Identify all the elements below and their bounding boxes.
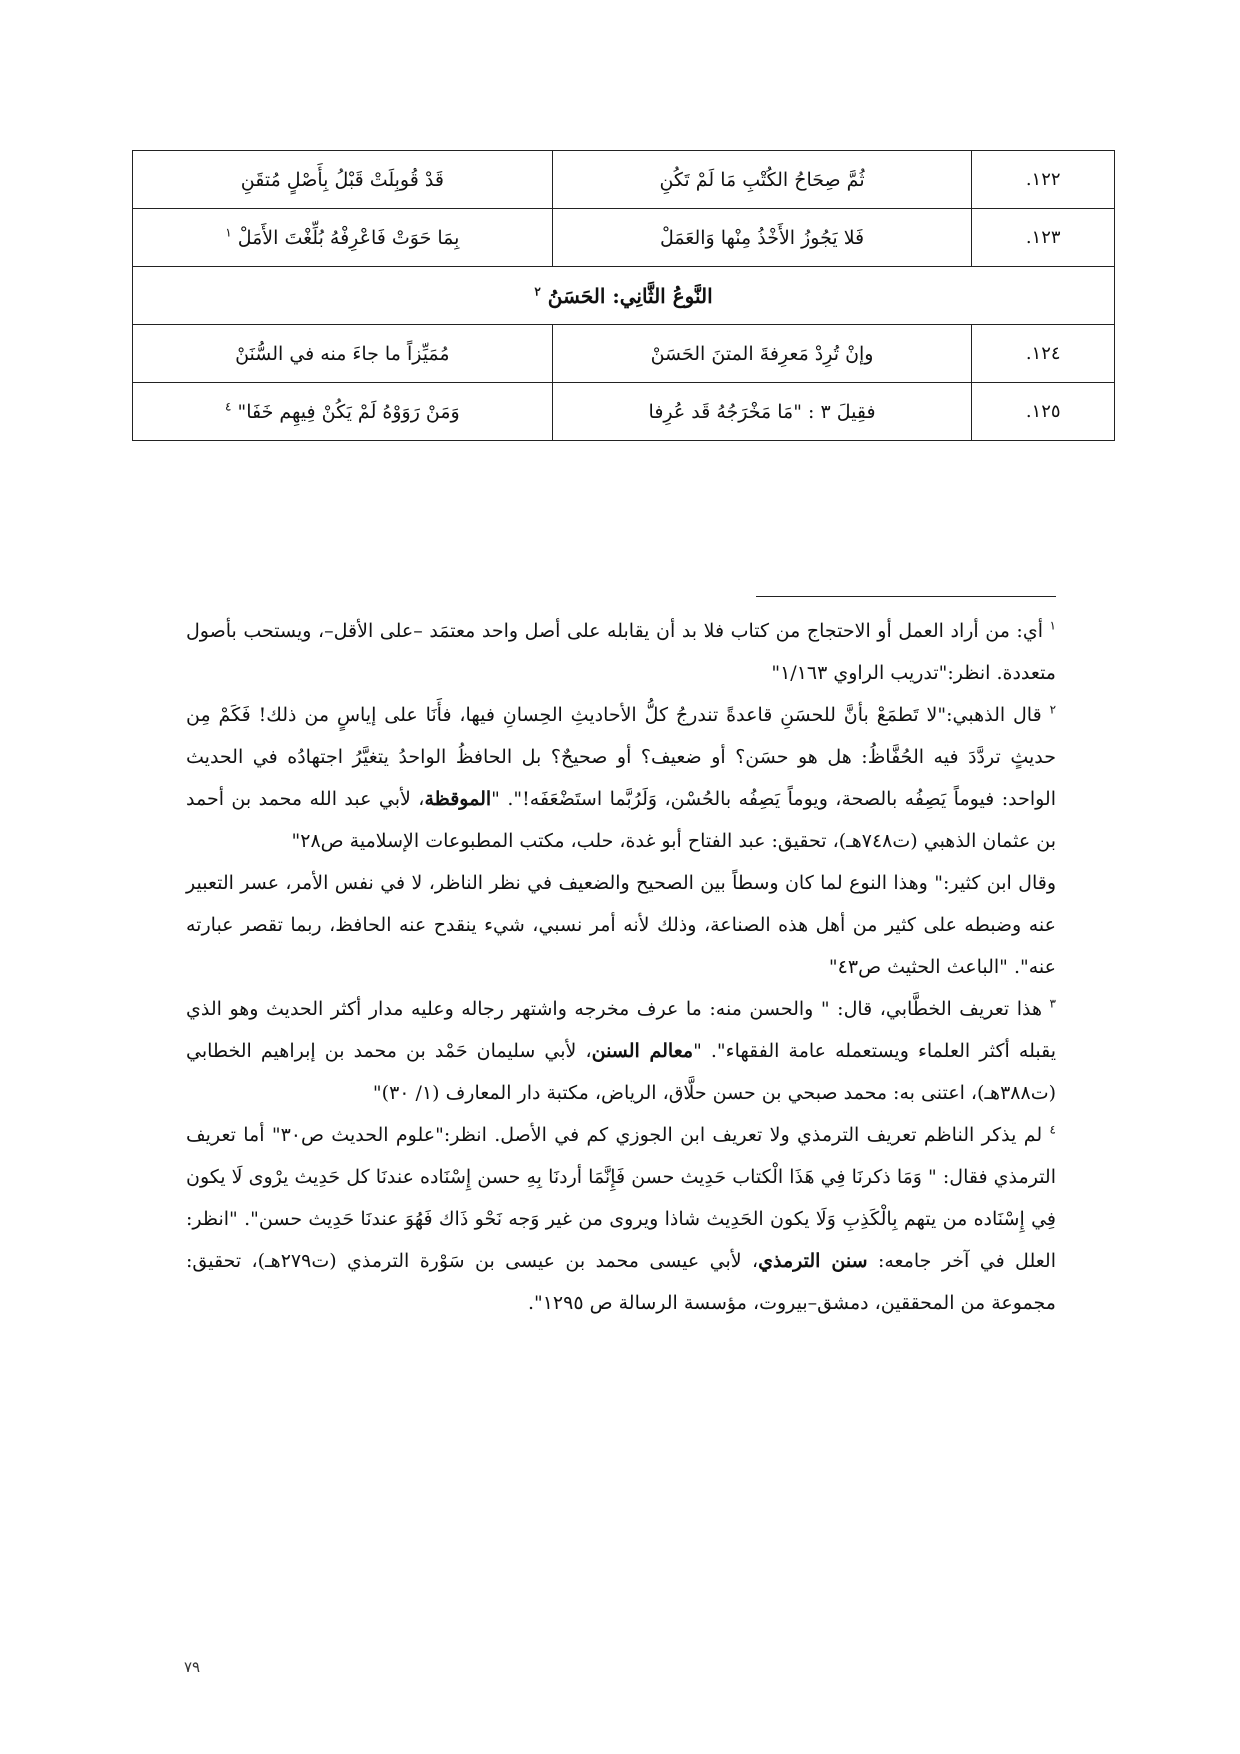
footnote-marker: ٢ (1049, 702, 1057, 717)
verse-first-hemistich: فقِيلَ ٣ : "مَا مَخْرَجُهُ قَد عُرِفا (552, 383, 972, 441)
verse-second-hemistich (133, 383, 553, 441)
verse-second-text: مُمَيِّزاً ما جاءَ منه في السُّنَنْ (235, 342, 450, 365)
footnote-marker: ٤ (1049, 1122, 1056, 1137)
footnote-text: ، لأبي عبد الله محمد بن أحمد بن عثمان الذهبي (ت٧٤٨هـ)، تحقيق: عبد الفتاح أبو غدة، حلب، مكتب المطبوعات الإسلامية ص٢٨" (186, 788, 1056, 852)
verse-second-text: بِمَا حَوَتْ فَاعْرِفْهُ بُلِّغْتَ الأَمَلْ (237, 226, 460, 249)
verse-row (133, 209, 1115, 267)
section-heading-text: النَّوعُ الثَّانِي: الحَسَنُ (547, 283, 713, 308)
footnote-reference[interactable]: ٤ (224, 399, 232, 414)
verse-number: ١٢٢. (972, 151, 1115, 209)
footnote-text: لم يذكر الناظم تعريف الترمذي ولا تعريف ابن الجوزي كم في الأصل. انظر:"علوم الحديث ص٣٠" أما تعريف الترمذي فقال: " وَمَا ذكرنَا فِي هَذَا الْكتاب حَدِيث حسن فَإِنَّمَا أردنَا بِهِ حسن إِسْنَاده عندنَا كل حَدِيث يرْوى لَا يكون فِي إِسْنَاده من يتهم بِالْكَذِبِ وَلَا يكون الحَدِيث شاذا ويروى من غير وَجه نَحْو ذَاك فَهُوَ عندنَا حَدِيث حسن". "انظر: العلل في آخر جامعه: (186, 1124, 1056, 1272)
page-number: ٧٩ (184, 1658, 201, 1676)
footnote-2-continued (186, 862, 1056, 988)
footnote-4 (186, 1114, 1056, 1324)
verse-number: ١٢٤. (972, 325, 1115, 383)
footnote-2 (186, 694, 1056, 862)
book-title: سنن الترمذي (758, 1250, 868, 1272)
footnote-text: قال الذهبي:"لا تَطمَعْ بأنَّ للحسَنِ قاعدةً تندرجُ كلُّ الأحاديثِ الحِسانِ فيها، فأَنَا على إياسٍ من ذلك! فَكَمْ مِن حديثٍ تردَّدَ فيه الحُفَّاظُ: هل هو حسَن؟ أو ضعيف؟ أو صحيحٌ؟ بل الحافظُ الواحدُ يتغيَّرُ اجتهادُه في الحديث الواحد: فيوماً يَصِفُه بالصحة، ويوماً يَصِفُه بالحُسْن، وَلَرُبَّما استَضْعَفَه!". " (186, 704, 1056, 810)
footnote-text: وقال ابن كثير:" وهذا النوع لما كان وسطاً بين الصحيح والضعيف في نظر الناظر، لا في نفس الأمر، عسر التعبير عنه وضبطه على كثير من أهل هذه الصناعة، وذلك لأنه أمر نسبي، شيء ينقدح عنه الحافظ، ربما تقصر عبارته عنه". "الباعث الحثيث ص٤٣" (186, 872, 1056, 978)
verse-second-hemistich (133, 325, 553, 383)
footnote-text: ، لأبي سليمان حَمْد بن محمد بن إبراهيم الخطابي (ت٣٨٨هـ)، اعتنى به: محمد صبحي بن حسن حلَّاق، الرياض، مكتبة دار المعارف (١/ ٣٠)" (186, 1040, 1056, 1104)
verse-first-hemistich: ثُمَّ صِحَاحُ الكُتْبِ مَا لَمْ تَكُنِ (552, 151, 972, 209)
verse-row (133, 325, 1115, 383)
footnote-reference[interactable]: ٢ (534, 283, 541, 298)
footnote-3 (186, 988, 1056, 1114)
verse-first-hemistich: وإنْ تُرِدْ مَعرِفةَ المتنَ الحَسَنْ (552, 325, 972, 383)
footnote-text: ، لأبي عيسى محمد بن عيسى بن سَوْرة الترمذي (ت٢٧٩هـ)، تحقيق: مجموعة من المحققين، دمشق–بيروت، مؤسسة الرسالة ص ١٢٩٥". (186, 1250, 1056, 1314)
verse-second-hemistich (133, 209, 553, 267)
footnote-separator (756, 596, 1056, 597)
section-row (133, 267, 1115, 325)
verse-row (133, 151, 1115, 209)
verse-second-text: وَمَنْ رَوَوْهُ لَمْ يَكُنْ فِيهِم خَفَا" (237, 400, 460, 423)
footnotes (186, 610, 1056, 1324)
footnote-reference[interactable]: ١ (225, 225, 232, 240)
book-title: الموقظة (424, 788, 492, 810)
verse-number: ١٢٣. (972, 209, 1115, 267)
footnote-1 (186, 610, 1056, 694)
verse-second-hemistich (133, 151, 553, 209)
verse-first-hemistich: فَلا يَجُوزُ الأَخْذُ مِنْها وَالعَمَلْ (552, 209, 972, 267)
verse-second-text: قَدْ قُوبِلَتْ قَبْلُ بِأَصْلٍ مُتقَنِ (240, 168, 444, 191)
verse-row (133, 383, 1115, 441)
footnote-marker: ٣ (1049, 996, 1056, 1011)
verse-table (132, 150, 1115, 441)
footnote-text: أي: من أراد العمل أو الاحتجاج من كتاب فلا بد أن يقابله على أصل واحد معتمَد –على الأقل–، ويستحب بأصول متعددة. انظر:"تدريب الراوي ١/١٦٣" (186, 620, 1056, 684)
footnote-marker: ١ (1049, 618, 1056, 633)
verse-number: ١٢٥. (972, 383, 1115, 441)
footnote-text: هذا تعريف الخطَّابي، قال: " والحسن منه: ما عرف مخرجه واشتهر رجاله وعليه مدار أكثر الحديث وهو الذي يقبله أكثر العلماء ويستعمله عامة الفقهاء". " (186, 998, 1057, 1062)
book-title: معالم السنن (591, 1040, 694, 1062)
section-heading (133, 267, 1115, 325)
